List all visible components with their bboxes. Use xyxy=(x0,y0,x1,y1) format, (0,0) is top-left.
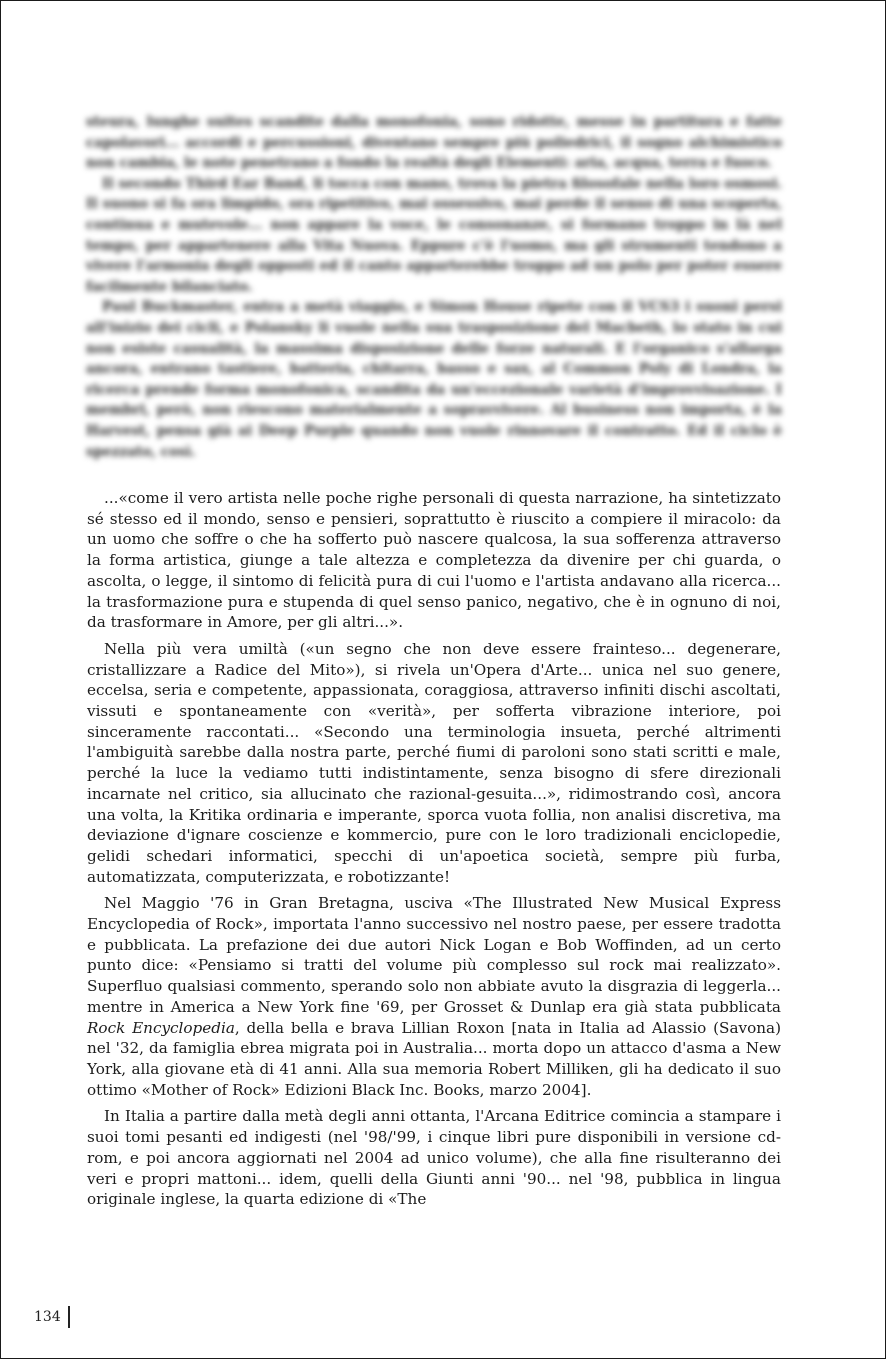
book-title: Rock Encyclopedia xyxy=(87,1018,235,1037)
paragraph-text: , della bella e brava Lillian Roxon [nata in Italia ad Alassio (Savona) nel '32, da famiglia ebrea migrata poi in Australia... morta dopo un attacco d'asma a New York, alla giovane età di 41 anni. Alla sua memoria Robert Milliken, gli ha dedicato il suo ottimo «Mother of Rock» Edizioni Black Inc. Books, marzo 2004]. xyxy=(87,1018,781,1099)
page-number: 134 xyxy=(34,1309,61,1325)
paragraph xyxy=(87,893,781,1100)
paragraph: Nella più vera umiltà («un segno che non deve essere frainteso... degenerare, cristallizzare a Radice del Mito»), si rivela un'Opera d'Arte... unica nel suo genere, eccelsa, seria e competente, appassionata, coraggiosa, attraverso infiniti dischi ascoltati, vissuti e spontaneamente con «verità», per sofferta vibrazione interiore, poi sinceramente raccontati... «Secondo una terminologia insueta, perché altrimenti l'ambiguità sarebbe dalla nostra parte, perché fiumi di paroloni sono stati scritti e male, perché la luce la vediamo tutti indistintamente, senza bisogno di sfere direzionali incarnate nel critico, sia allucinato che razional-gesuita...», ridimostrando così, ancora una volta, la Kritika ordinaria e imperante, sporca vuota follia, non analisi discretiva, ma deviazione d'ignare coscienze e kommercio, pure con le loro tradizionali enciclopedie, gelidi schedari informatici, specchi di un'apoetica società, sempre più furba, automatizzata, computerizzata, e robotizzante! xyxy=(87,639,781,886)
blurred-paragraph: Il secondo Third Ear Band, li tocca con mano, trova la pietra filosofale nella loro osmosi. Il suono si fa ora limpido, ora ripetitivo, mai ossessivo, mai perde il senso di una scoperta, continua e mutevole... non appare la voce, le consonanze, si formano troppo in là nel tempo, per appartenere alla Vita Nuova. Eppure c'è l'uomo, ma gli strumenti tendono a vivere l'armonia degli opposti ed il canto apparterebbe troppo ad un polo per poter essere facilmente bilanciato. xyxy=(86,175,782,295)
paragraph-text: Nel Maggio '76 in Gran Bretagna, usciva «The Illustrated New Musical Express Encyclopedia of Rock», importata l'anno successivo nel nostro paese, per essere tradotta e pubblicata. La prefazione dei due autori Nick Logan e Bob Woffinden, ad un certo punto dice: «Pensiamo si tratti del volume più complesso sul rock mai realizzato». Superfluo qualsiasi commento, sperando solo non abbiate avuto la disgrazia di leggerla... mentre in America a New York fine '69, per Grosset & Dunlap era già stata pubblicata xyxy=(87,894,781,1016)
blurred-paragraph: steura, lunghe suites scandite dalla monofonia, sono ridotte, messe in partitura e fatte capolavori... accordi e percussioni, diventano sempre più poliedrici, il sogno alchimistico non cambia, le note penetrano a fondo la realtà degli Elementi: aria, acqua, terra e fuoco. xyxy=(86,114,782,172)
paragraph: In Italia a partire dalla metà degli anni ottanta, l'Arcana Editrice comincia a stampare i suoi tomi pesanti ed indigesti (nel '98/'99, i cinque libri pure disponibili in versione cd-rom, e poi ancora aggiornati nel 2004 ad unico volume), che alla fine risulteranno dei veri e propri mattoni... idem, quelli della Giunti anni '90... nel '98, pubblica in lingua originale inglese, la quarta edizione di «The xyxy=(87,1107,781,1209)
blurred-text-block xyxy=(86,112,782,462)
paragraph: ...«come il vero artista nelle poche righe personali di questa narrazione, ha sintetizzato sé stesso ed il mondo, senso e pensieri, soprattutto è riuscito a compiere il miracolo: da un uomo che soffre o che ha sofferto può nascere qualcosa, la sua sofferenza attraverso la forma artistica, giunge a tale altezza e completezza da divenire per chi guarda, o ascolta, o legge, il sintomo di felicità pura di cui l'uomo e l'artista andavano alla ricerca... la trasformazione pura e stupenda di quel senso panico, negativo, che è in ognuno di noi, da trasformare in Amore, per gli altri...». xyxy=(87,489,781,632)
blurred-paragraph: Paul Buckmaster, entra a metà viaggio, e Simon House ripete con il VCS3 i suoni persi all'inizio dei cicli, e Polansky li vuole nella sua trasposizione del Macbeth, lo stato in cui non esiste casualità, la massima disposizione delle forze naturali. E l'organico s'allarga ancora, entrano tastiere, batteria, chitarra, basso e sax, al Common Poly di Londra, la ricerca prende forma monofonica, scandita da un'eccezionale varietà d'improvvisazione. I membri, però, non riescono materialmente a sopravvivere. Al business non importa, è la Harvest, pensa già ai Deep Purple quando non vuole rinnovare il contratto. Ed il ciclo è spezzato, così. xyxy=(86,299,782,460)
body-text xyxy=(87,488,781,1216)
page-number-rule xyxy=(68,1306,70,1328)
